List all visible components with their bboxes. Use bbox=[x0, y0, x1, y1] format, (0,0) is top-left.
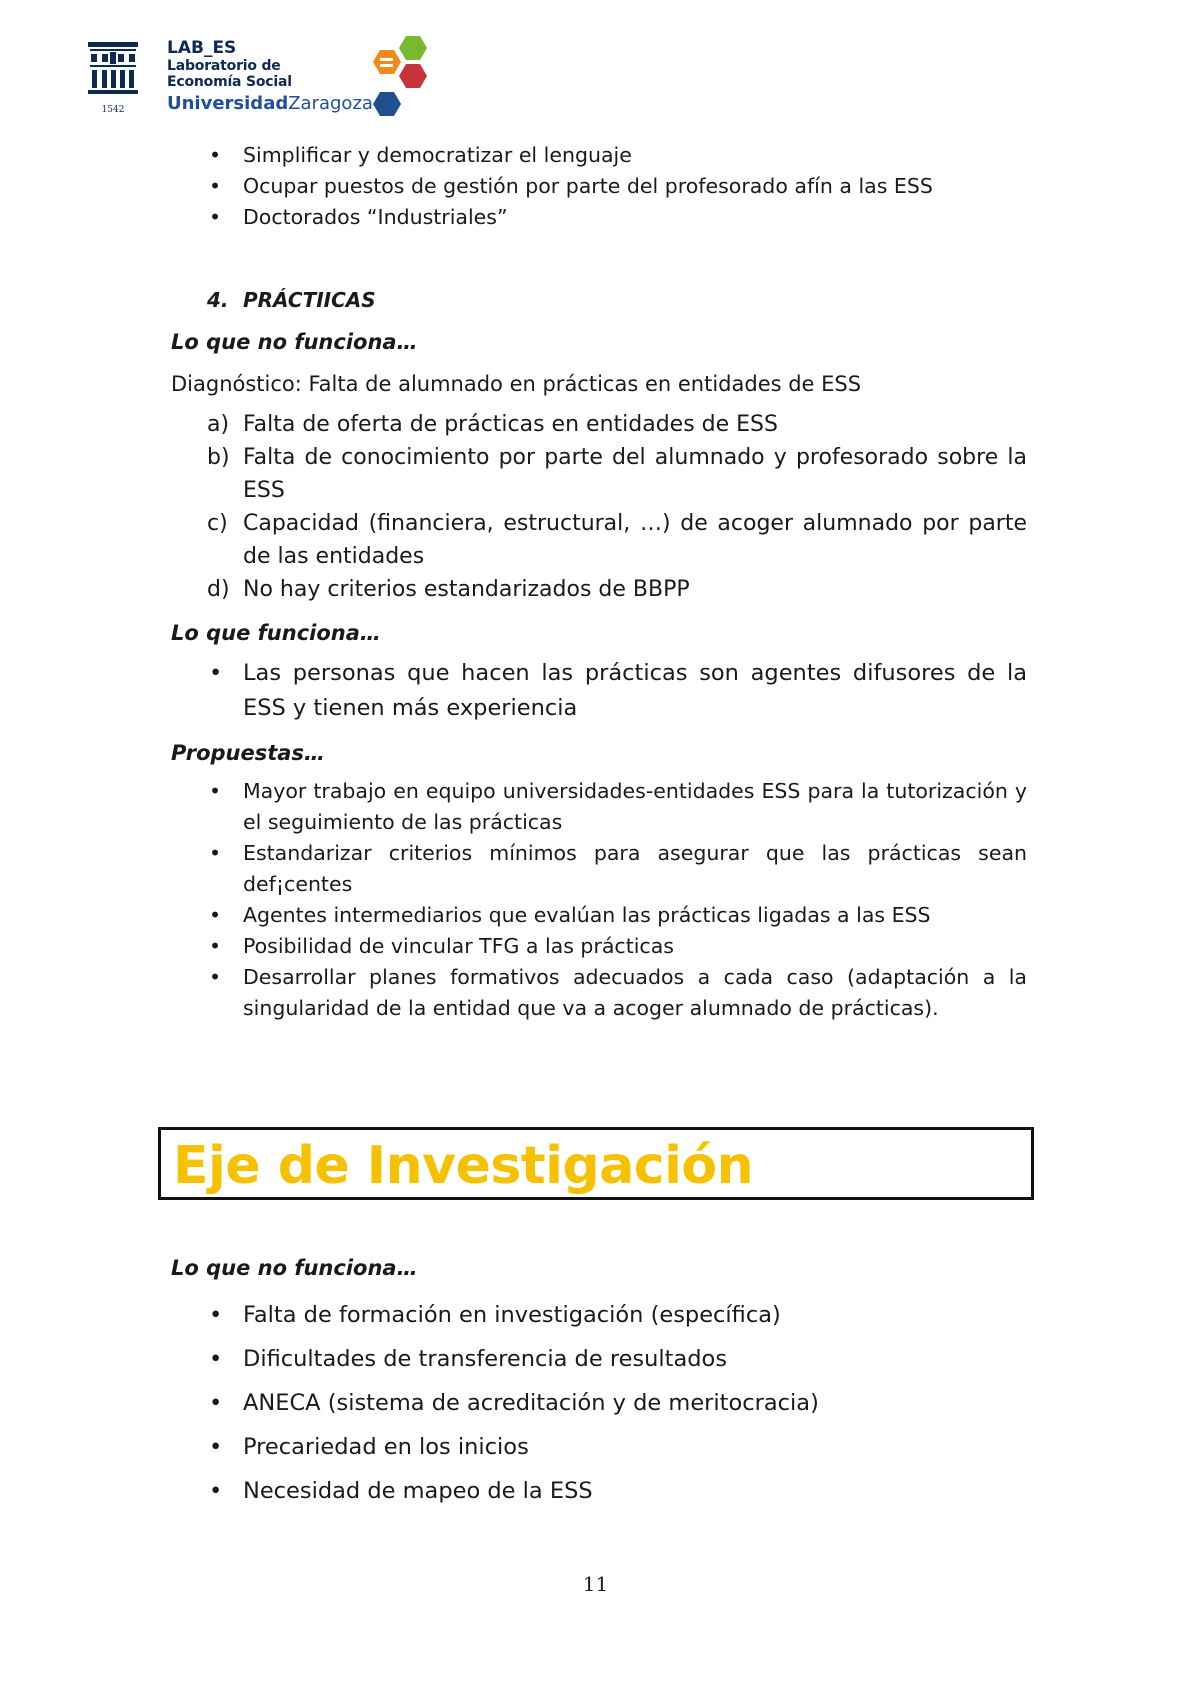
heading-funciona: Lo que funciona… bbox=[171, 621, 381, 645]
bullet-icon: • bbox=[209, 1478, 223, 1504]
heading-no-funciona: Lo que no funciona… bbox=[171, 330, 418, 354]
bullet-icon: • bbox=[209, 174, 222, 198]
list-item: • Ocupar puestos de gestión por parte del profesorado afín a las ESS bbox=[171, 171, 1027, 202]
crest-year: 1542 bbox=[101, 105, 125, 115]
list-item: • Mayor trabajo en equipo universidades-entidades ESS para la tutorización y el seguimiento de las prácticas bbox=[171, 776, 1027, 838]
list-item: • Las personas que hacen las prácticas son agentes difusores de la ESS y tienen más experiencia bbox=[171, 656, 1027, 726]
propuestas-list bbox=[171, 776, 1027, 1024]
list-item: • Desarrollar planes formativos adecuados a cada caso (adaptación a la singularidad de la entidad que va a acoger alumnado de prácticas). bbox=[171, 962, 1027, 1024]
bullet-icon: • bbox=[209, 1346, 223, 1372]
university-name-bold: Universidad bbox=[167, 93, 289, 114]
lab-logo-text bbox=[167, 40, 373, 113]
list-marker: d) bbox=[207, 577, 230, 602]
investigacion-content bbox=[171, 1253, 1027, 1519]
bullet-icon: • bbox=[209, 660, 223, 686]
bullet-icon: • bbox=[209, 779, 222, 803]
section-title-practicas bbox=[171, 285, 1027, 315]
lab-subtitle-1: Laboratorio de bbox=[167, 58, 281, 74]
list-item: a) Falta de oferta de prácticas en entidades de ESS bbox=[171, 408, 1027, 441]
university-name-regular: Zaragoza bbox=[288, 93, 373, 114]
page-content bbox=[171, 140, 1027, 1024]
list-marker: c) bbox=[207, 511, 228, 536]
list-item: • Agentes intermediarios que evalúan las prácticas ligadas a las ESS bbox=[171, 900, 1027, 931]
list-item: • Doctorados “Industriales” bbox=[171, 202, 1027, 233]
bullet-icon: • bbox=[209, 841, 222, 865]
bullet-icon: • bbox=[209, 1390, 223, 1416]
page-number: 11 bbox=[582, 1572, 609, 1596]
list-item: • Necesidad de mapeo de la ESS bbox=[171, 1475, 1027, 1507]
heading-propuestas: Propuestas… bbox=[171, 741, 325, 765]
heading-no-funciona-investigacion: Lo que no funciona… bbox=[171, 1256, 418, 1280]
list-item: b) Falta de conocimiento por parte del alumnado y profesorado sobre la ESS bbox=[171, 441, 1027, 507]
list-item: • Estandarizar criterios mínimos para asegurar que las prácticas sean def¡centes bbox=[171, 838, 1027, 900]
list-item: • Posibilidad de vincular TFG a las prácticas bbox=[171, 931, 1027, 962]
section-title-text: PRÁCTIICAS bbox=[243, 288, 376, 312]
lab-title: LAB_ES bbox=[167, 38, 237, 58]
list-item: • ANECA (sistema de acreditación y de meritocracia) bbox=[171, 1387, 1027, 1419]
list-item: • Simplificar y democratizar el lenguaje bbox=[171, 140, 1027, 171]
bullet-icon: • bbox=[209, 1434, 223, 1460]
list-item: • Dificultades de transferencia de resultados bbox=[171, 1343, 1027, 1375]
top-bullet-list bbox=[171, 140, 1027, 233]
diagnostico-text: Diagnóstico: Falta de alumnado en prácticas en entidades de ESS bbox=[171, 372, 862, 396]
list-item: d) No hay criterios estandarizados de BBPP bbox=[171, 573, 1027, 606]
bullet-icon: • bbox=[209, 934, 222, 958]
investigacion-list bbox=[171, 1299, 1027, 1507]
axis-banner bbox=[158, 1127, 1034, 1200]
lab-subtitle-2: Economía Social bbox=[167, 74, 292, 90]
list-item: c) Capacidad (financiera, estructural, …) de acoger alumnado por parte de las entidades bbox=[171, 507, 1027, 573]
page-header bbox=[86, 34, 446, 124]
list-item: • Precariedad en los inicios bbox=[171, 1431, 1027, 1463]
list-marker: a) bbox=[207, 412, 230, 437]
list-marker: b) bbox=[207, 445, 230, 470]
funciona-list bbox=[171, 656, 1027, 726]
bullet-icon: • bbox=[209, 205, 222, 229]
axis-title: Eje de Investigación bbox=[173, 1136, 754, 1196]
bullet-icon: • bbox=[209, 143, 222, 167]
problems-list bbox=[171, 408, 1027, 606]
list-item: • Falta de formación en investigación (específica) bbox=[171, 1299, 1027, 1331]
university-crest-logo bbox=[86, 40, 140, 124]
hexagon-logo-icon bbox=[358, 34, 434, 120]
bullet-icon: • bbox=[209, 903, 222, 927]
university-name bbox=[167, 95, 373, 113]
section-number: 4. bbox=[207, 288, 229, 312]
bullet-icon: • bbox=[209, 1302, 223, 1328]
bullet-icon: • bbox=[209, 965, 222, 989]
